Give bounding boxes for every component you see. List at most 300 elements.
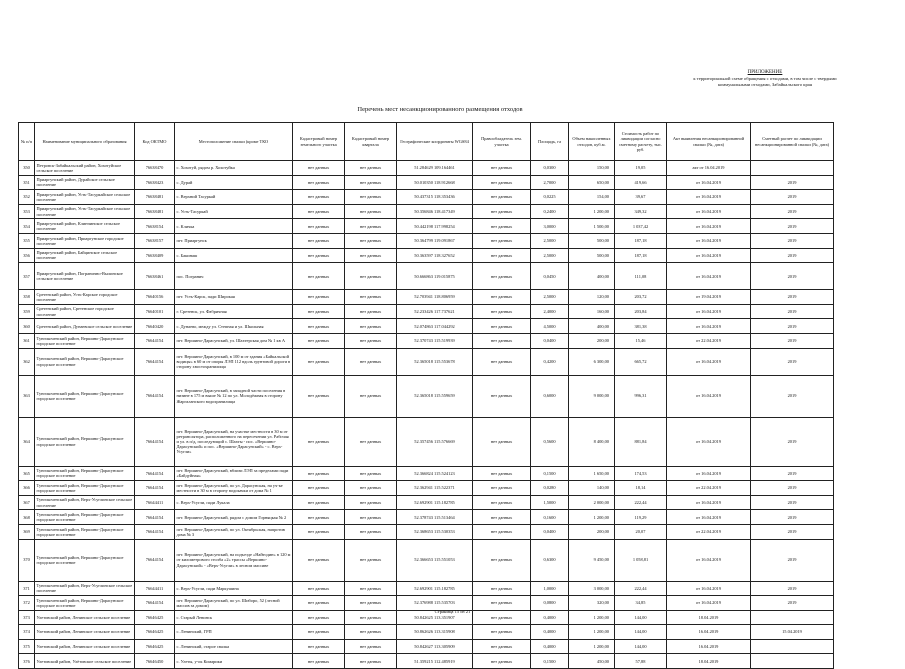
municipality-cell: Тунгокоченский район, Вершино-Дарасунское городское поселение: [35, 466, 135, 481]
volume-cell: 9 000,00: [569, 375, 615, 417]
document-title: Перечень мест несанкционированного размещения отходов: [357, 106, 523, 113]
estimate-cell: [751, 654, 834, 669]
table-row: [19, 248, 834, 263]
coordinates-cell: 52.074863 117.044292: [397, 319, 473, 334]
municipality-cell: Приаргунский район, Дурайское сельское поселение: [35, 175, 135, 190]
area-cell: 0,4200: [531, 348, 569, 375]
estimate-cell: 2019: [751, 495, 834, 510]
coordinates-cell: 50.010350 118.912668: [397, 175, 473, 190]
appendix-line-1: к территориальной схеме обращения с отходами, в том числе с твердыми: [693, 76, 837, 81]
volume-cell: 400,00: [569, 319, 615, 334]
cadastral-quarter-cell: нет данных: [345, 290, 397, 305]
header-cell: № п/п: [19, 123, 35, 161]
cadastral-quarter-cell: нет данных: [345, 233, 397, 248]
cadastral-quarter-cell: нет данных: [345, 263, 397, 290]
cadastral-number-cell: нет данных: [293, 161, 345, 176]
cadastral-quarter-cell: нет данных: [345, 610, 397, 625]
estimate-cell: 2019: [751, 417, 834, 466]
act-cell: от 22.04.2019: [667, 333, 751, 348]
header-cell: Объем накопленных отходов, куб.м.: [569, 123, 615, 161]
municipality-cell: Тунгокоченский район, Вершино-Дарасунское городское поселение: [35, 524, 135, 539]
cost-cell: 665,72: [615, 348, 667, 375]
estimate-cell: 2019: [751, 481, 834, 496]
row-number-cell: 361: [19, 333, 35, 348]
location-cell: с. Верх-Усугли, пади Маркушина: [175, 581, 293, 596]
volume-cell: 6 300,00: [569, 348, 615, 375]
cadastral-quarter-cell: нет данных: [345, 539, 397, 581]
oktmo-cell: 76638461: [135, 263, 175, 290]
oktmo-cell: 76644154: [135, 510, 175, 525]
owner-cell: нет данных: [473, 481, 531, 496]
owner-cell: нет данных: [473, 233, 531, 248]
act-cell: от 16.04.2019: [667, 510, 751, 525]
area-cell: 4,5000: [531, 319, 569, 334]
header-cell: Местоположение свалки (кроме ТКО: [175, 123, 293, 161]
cadastral-number-cell: нет данных: [293, 524, 345, 539]
cost-cell: 381,38: [615, 319, 667, 334]
cost-cell: 996,31: [615, 375, 667, 417]
cost-cell: 349,32: [615, 204, 667, 219]
location-cell: пгт. Приаргунск: [175, 233, 293, 248]
area-cell: 0,0300: [531, 161, 569, 176]
header-cell: Стоимость работ по ликвидации согласно сметному расчету, тыс. руб.: [615, 123, 667, 161]
row-number-cell: 369: [19, 524, 35, 539]
row-number-cell: 373: [19, 610, 35, 625]
location-cell: с. Бакинаш: [175, 248, 293, 263]
cadastral-quarter-cell: нет данных: [345, 375, 397, 417]
cadastral-number-cell: нет данных: [293, 610, 345, 625]
cadastral-quarter-cell: нет данных: [345, 204, 397, 219]
header-cell: Наименование муниципального образования: [35, 123, 135, 161]
estimate-cell: 2019: [751, 248, 834, 263]
location-cell: с. Кличка: [175, 219, 293, 234]
cadastral-number-cell: нет данных: [293, 581, 345, 596]
cost-cell: 222,44: [615, 495, 667, 510]
volume-cell: 160,00: [569, 304, 615, 319]
volume-cell: 200,00: [569, 333, 615, 348]
oktmo-cell: 76646425: [135, 639, 175, 654]
coordinates-cell: 52.233426 117.737621: [397, 304, 473, 319]
municipality-cell: Тунгокоченский район, Вершино-Дарасунское городское поселение: [35, 481, 135, 496]
location-cell: пгт. Усть-Карск, пади Широкая: [175, 290, 293, 305]
dumps-table: [18, 122, 834, 669]
location-cell: пос. Погранич: [175, 263, 293, 290]
row-number-cell: 367: [19, 495, 35, 510]
cadastral-number-cell: нет данных: [293, 219, 345, 234]
cadastral-quarter-cell: нет данных: [345, 304, 397, 319]
row-number-cell: 358: [19, 290, 35, 305]
oktmo-cell: 76646425: [135, 625, 175, 640]
act-cell: 18.04.2019: [667, 610, 751, 625]
estimate-cell: [751, 639, 834, 654]
estimate-cell: 2019: [751, 375, 834, 417]
volume-cell: 150,00: [569, 161, 615, 176]
row-number-cell: 374: [19, 625, 35, 640]
cost-cell: 203,84: [615, 304, 667, 319]
location-cell: с. Дурай: [175, 175, 293, 190]
volume-cell: 154,00: [569, 190, 615, 205]
cadastral-number-cell: нет данных: [293, 466, 345, 481]
table-row: [19, 304, 834, 319]
cadastral-quarter-cell: нет данных: [345, 495, 397, 510]
coordinates-cell: 52.692901 115.182785: [397, 495, 473, 510]
owner-cell: нет данных: [473, 263, 531, 290]
cadastral-number-cell: нет данных: [293, 204, 345, 219]
owner-cell: нет данных: [473, 495, 531, 510]
area-cell: 2,4000: [531, 304, 569, 319]
row-number-cell: 356: [19, 248, 35, 263]
row-number-cell: 355: [19, 233, 35, 248]
volume-cell: 9 450,00: [569, 539, 615, 581]
table-row: [19, 219, 834, 234]
header-cell: Правообладатель зем. участка: [473, 123, 531, 161]
table-row: [19, 524, 834, 539]
header-cell: Кадастровый номер квартала: [345, 123, 397, 161]
act-cell: от 16.04.2019: [667, 539, 751, 581]
area-cell: 0,1500: [531, 466, 569, 481]
cadastral-number-cell: нет данных: [293, 481, 345, 496]
row-number-cell: 372: [19, 596, 35, 611]
cadastral-number-cell: нет данных: [293, 233, 345, 248]
oktmo-cell: 76646425: [135, 610, 175, 625]
estimate-cell: 2019: [751, 219, 834, 234]
coordinates-cell: 50.842627 113.305909: [397, 639, 473, 654]
volume-cell: 1 500,00: [569, 219, 615, 234]
act-cell: от 16.04.2019: [667, 263, 751, 290]
cadastral-number-cell: нет данных: [293, 319, 345, 334]
table-row: [19, 596, 834, 611]
estimate-cell: 2019: [751, 233, 834, 248]
location-cell: с. Дунаево, между ул. Степная и ул. Школьная: [175, 319, 293, 334]
row-number-cell: 360: [19, 319, 35, 334]
cadastral-number-cell: нет данных: [293, 625, 345, 640]
area-cell: 0,0280: [531, 481, 569, 496]
location-cell: пгт. Вершино-Дарасунский, на участке местности в 30 м от ретранслятора, расположенного на пересечении ул. Рабочая и ул. в п/д, последующий с. Шахты - пос. «Вершино-Дарасунский» и пос. «Вершино-Дарасунский» - с. Верх-Усугли»: [175, 417, 293, 466]
table-row: [19, 175, 834, 190]
estimate-cell: 2019: [751, 304, 834, 319]
estimate-cell: 2019: [751, 524, 834, 539]
municipality-cell: Приаргунский район, Клинчинское сельское поселение: [35, 219, 135, 234]
area-cell: 3,0000: [531, 219, 569, 234]
cadastral-number-cell: нет данных: [293, 290, 345, 305]
coordinates-cell: 52.366653 115.551053: [397, 539, 473, 581]
location-cell: пгт. Вершино-Дарасунский, в западной части поселения в низине в 175 м выше № 12 по ул. Молодёжная в сторону Жаргаланского водохранилища: [175, 375, 293, 417]
municipality-cell: Сретенский район, Усть-Карское городское поселение: [35, 290, 135, 305]
oktmo-cell: 76638423: [135, 175, 175, 190]
area-cell: 0,5600: [531, 417, 569, 466]
municipality-cell: Приаргунский район, Усть-Тасуркайское сельское поселение: [35, 190, 135, 205]
cadastral-quarter-cell: нет данных: [345, 175, 397, 190]
location-cell: г. Сретенск, ул. Фабричная: [175, 304, 293, 319]
owner-cell: нет данных: [473, 161, 531, 176]
location-cell: с. Ленинский, ГРП: [175, 625, 293, 640]
act-cell: от 16.04.2019: [667, 233, 751, 248]
row-number-cell: 362: [19, 348, 35, 375]
municipality-cell: Улетовский район, Ленинское сельское поселение: [35, 625, 135, 640]
row-number-cell: 366: [19, 481, 35, 496]
coordinates-cell: 52.366824 115.524123: [397, 466, 473, 481]
area-cell: 0,4000: [531, 639, 569, 654]
area-cell: 0,0225: [531, 190, 569, 205]
estimate-cell: 2019: [751, 290, 834, 305]
cadastral-quarter-cell: нет данных: [345, 654, 397, 669]
area-cell: 2,5000: [531, 290, 569, 305]
area-cell: 0,0400: [531, 333, 569, 348]
estimate-cell: 2019: [751, 348, 834, 375]
coordinates-cell: 50.666863 119.015875: [397, 263, 473, 290]
oktmo-cell: 76638157: [135, 233, 175, 248]
municipality-cell: Петровск-Забайкальский район, Хохотуйское сельское поселение: [35, 161, 135, 176]
act-cell: от 16.04.2019: [667, 319, 751, 334]
row-number-cell: 353: [19, 204, 35, 219]
coordinates-cell: 52.365018 115.559659: [397, 375, 473, 417]
area-cell: 0,6300: [531, 539, 569, 581]
volume-cell: 3 000,00: [569, 581, 615, 596]
area-cell: 0,0800: [531, 596, 569, 611]
coordinates-cell: 52.378743 115.513464: [397, 510, 473, 525]
cadastral-quarter-cell: нет данных: [345, 248, 397, 263]
act-cell: от 16.04.2019: [667, 248, 751, 263]
cadastral-number-cell: нет данных: [293, 375, 345, 417]
volume-cell: 8 400,00: [569, 417, 615, 466]
coordinates-cell: 51.359215 112.485919: [397, 654, 473, 669]
table-row: [19, 333, 834, 348]
owner-cell: нет данных: [473, 290, 531, 305]
cost-cell: 15,46: [615, 333, 667, 348]
area-cell: 0,6000: [531, 375, 569, 417]
table-row: [19, 161, 834, 176]
area-cell: 0,4000: [531, 625, 569, 640]
municipality-cell: Сретенский район, Сретенское городское поселение: [35, 304, 135, 319]
municipality-cell: Приаргунский район, Приаргунское городское поселение: [35, 233, 135, 248]
area-cell: 2,5000: [531, 248, 569, 263]
cadastral-number-cell: нет данных: [293, 190, 345, 205]
owner-cell: нет данных: [473, 304, 531, 319]
cost-cell: 20,07: [615, 524, 667, 539]
estimate-cell: 15.04.2019: [751, 625, 834, 640]
header-cell: Географические координаты WGS84: [397, 123, 473, 161]
table-header-row: [19, 123, 834, 161]
cadastral-number-cell: нет данных: [293, 175, 345, 190]
table-row: [19, 319, 834, 334]
cost-cell: 187,18: [615, 248, 667, 263]
owner-cell: нет данных: [473, 510, 531, 525]
owner-cell: нет данных: [473, 539, 531, 581]
cadastral-quarter-cell: нет данных: [345, 510, 397, 525]
volume-cell: 320,00: [569, 596, 615, 611]
cadastral-quarter-cell: нет данных: [345, 481, 397, 496]
estimate-cell: 2019: [751, 204, 834, 219]
area-cell: 2,5000: [531, 233, 569, 248]
oktmo-cell: 76638470: [135, 161, 175, 176]
coordinates-cell: 52.703941 118.806959: [397, 290, 473, 305]
cadastral-quarter-cell: нет данных: [345, 161, 397, 176]
area-cell: 1,5000: [531, 495, 569, 510]
cadastral-number-cell: нет данных: [293, 348, 345, 375]
area-cell: 0,0400: [531, 524, 569, 539]
volume-cell: 1 650,00: [569, 466, 615, 481]
cadastral-number-cell: нет данных: [293, 248, 345, 263]
appendix-note: [640, 70, 890, 88]
oktmo-cell: 76638409: [135, 248, 175, 263]
oktmo-cell: 76644154: [135, 524, 175, 539]
header-cell: Сметный расчет по ликвидации несанкционированной свалки (№, дата): [751, 123, 834, 161]
table-row: [19, 375, 834, 417]
cadastral-number-cell: нет данных: [293, 495, 345, 510]
page-number: Страница 15 из 21: [434, 609, 471, 614]
cost-cell: 57,88: [615, 654, 667, 669]
volume-cell: 1 200,00: [569, 510, 615, 525]
owner-cell: нет данных: [473, 204, 531, 219]
row-number-cell: 352: [19, 190, 35, 205]
act-cell: от 16.04.2019: [667, 175, 751, 190]
municipality-cell: Тунгокоченский район, Вершино-Дарасунское городское поселение: [35, 417, 135, 466]
table-row: [19, 290, 834, 305]
table-row: [19, 639, 834, 654]
volume-cell: 120,00: [569, 290, 615, 305]
estimate-cell: 2019: [751, 466, 834, 481]
oktmo-cell: 76644154: [135, 375, 175, 417]
coordinates-cell: 50.842625 113.351907: [397, 610, 473, 625]
cost-cell: 1 058,81: [615, 539, 667, 581]
area-cell: 0,1500: [531, 654, 569, 669]
row-number-cell: 350: [19, 161, 35, 176]
table-row: [19, 495, 834, 510]
owner-cell: нет данных: [473, 625, 531, 640]
oktmo-cell: 76638154: [135, 219, 175, 234]
act-cell: от 16.04.2019: [667, 596, 751, 611]
owner-cell: нет данных: [473, 581, 531, 596]
owner-cell: нет данных: [473, 219, 531, 234]
coordinates-cell: 50.364799 119.091867: [397, 233, 473, 248]
municipality-cell: Тунгокоченский район, Вершино-Дарасунское городское поселение: [35, 510, 135, 525]
location-cell: пгт. Вершино-Дарасунский, рядом с домом Горняцкая № 2: [175, 510, 293, 525]
owner-cell: нет данных: [473, 175, 531, 190]
table-body: [19, 161, 834, 669]
oktmo-cell: 76644411: [135, 581, 175, 596]
estimate-cell: 2019: [751, 596, 834, 611]
cadastral-quarter-cell: нет данных: [345, 190, 397, 205]
row-number-cell: 359: [19, 304, 35, 319]
coordinates-cell: 50.356846 118.417349: [397, 204, 473, 219]
oktmo-cell: 76638481: [135, 204, 175, 219]
location-cell: с. Усть-Тасуркай: [175, 204, 293, 219]
location-cell: пгт. Вершино-Дарасунский, на подъезде «Найтодин» в 120 м от километрового столба «2» трассы «Вершино-Дарасунский» - «Верх-Усугли» в лесном массиве: [175, 539, 293, 581]
cadastral-quarter-cell: нет данных: [345, 319, 397, 334]
row-number-cell: 357: [19, 263, 35, 290]
municipality-cell: Приаргунский район, Погранично-Вылинское сельское поселение: [35, 263, 135, 290]
location-cell: с. Улеты, у-ок Комарики: [175, 654, 293, 669]
coordinates-cell: 52.376988 115.535703: [397, 596, 473, 611]
location-cell: пгт. Вершино-Дарасунский, ул. Шахтерская дом № 1 кв А: [175, 333, 293, 348]
cost-cell: 144,00: [615, 639, 667, 654]
estimate-cell: 2019: [751, 539, 834, 581]
oktmo-cell: 76644154: [135, 417, 175, 466]
oktmo-cell: 76644154: [135, 481, 175, 496]
cadastral-quarter-cell: нет данных: [345, 639, 397, 654]
area-cell: 2,7000: [531, 175, 569, 190]
owner-cell: нет данных: [473, 417, 531, 466]
row-number-cell: 376: [19, 654, 35, 669]
coordinates-cell: 52.370743 115.519939: [397, 333, 473, 348]
cadastral-quarter-cell: нет данных: [345, 333, 397, 348]
volume-cell: 450,00: [569, 654, 615, 669]
act-cell: 16.04.2019: [667, 639, 751, 654]
table-row: [19, 581, 834, 596]
cadastral-quarter-cell: нет данных: [345, 596, 397, 611]
owner-cell: нет данных: [473, 333, 531, 348]
oktmo-cell: 76644154: [135, 596, 175, 611]
oktmo-cell: 76640156: [135, 290, 175, 305]
location-cell: пгт. Вершино-Дарасунский, по ул. Дарасунская, на уч-ке местности в 30 м в сторону водокачки от дома № 1: [175, 481, 293, 496]
estimate-cell: [751, 161, 834, 176]
location-cell: пгт. Вершино-Дарасунский, по ул. Шиборо, 52 (лесной массив за домом): [175, 596, 293, 611]
location-cell: с. Старый Ленинск: [175, 610, 293, 625]
act-cell: акт от 16.04.2019: [667, 161, 751, 176]
cadastral-quarter-cell: нет данных: [345, 417, 397, 466]
volume-cell: 1 200,00: [569, 625, 615, 640]
owner-cell: нет данных: [473, 654, 531, 669]
volume-cell: 1 200,00: [569, 610, 615, 625]
estimate-cell: 2019: [751, 510, 834, 525]
volume-cell: 140,00: [569, 481, 615, 496]
owner-cell: нет данных: [473, 375, 531, 417]
location-cell: пгт. Вершино-Дарасунский, по ул. Октябрьская, напротив дома № 3: [175, 524, 293, 539]
location-cell: с. Хохотуй, рядом р. Хохотуйка: [175, 161, 293, 176]
owner-cell: нет данных: [473, 524, 531, 539]
volume-cell: 500,00: [569, 248, 615, 263]
oktmo-cell: 76638481: [135, 190, 175, 205]
table-row: [19, 481, 834, 496]
coordinates-cell: 50.437315 118.353436: [397, 190, 473, 205]
municipality-cell: Тунгокоченский район, Верх-Усуглинское сельское поселение: [35, 495, 135, 510]
owner-cell: нет данных: [473, 639, 531, 654]
location-cell: с. Верх-Усугли, пади Лукала: [175, 495, 293, 510]
header-cell: Акт выявления несанкционированной свалки (№, дата): [667, 123, 751, 161]
municipality-cell: Тунгокоченский район, Вершино-Дарасунское городское поселение: [35, 596, 135, 611]
volume-cell: 500,00: [569, 233, 615, 248]
table-row: [19, 348, 834, 375]
area-cell: 0,1600: [531, 510, 569, 525]
municipality-cell: Тунгокоченский район, Верх-Усуглинское сельское поселение: [35, 581, 135, 596]
cadastral-quarter-cell: нет данных: [345, 219, 397, 234]
owner-cell: нет данных: [473, 190, 531, 205]
act-cell: от 16.04.2019: [667, 219, 751, 234]
municipality-cell: Тунгокоченский район, Вершино-Дарасунское городское поселение: [35, 375, 135, 417]
cadastral-number-cell: нет данных: [293, 263, 345, 290]
act-cell: от 19.04.2019: [667, 290, 751, 305]
row-number-cell: 351: [19, 175, 35, 190]
municipality-cell: Улетовский район, Улётовское сельское поселение: [35, 654, 135, 669]
act-cell: от 16.04.2019: [667, 495, 751, 510]
table-row: [19, 204, 834, 219]
act-cell: от 16.04.2019: [667, 417, 751, 466]
cost-cell: 1 037,42: [615, 219, 667, 234]
location-cell: пгт. Вершино-Дарасунский, вблизи ЛЭП за пределами пади «Байдуйная»: [175, 466, 293, 481]
appendix-title: ПРИЛОЖЕНИЕ: [747, 70, 783, 75]
coordinates-cell: 52.362941 115.522371: [397, 481, 473, 496]
row-number-cell: 370: [19, 539, 35, 581]
cadastral-number-cell: нет данных: [293, 417, 345, 466]
table-row: [19, 233, 834, 248]
area-cell: 1,0000: [531, 581, 569, 596]
coordinates-cell: 52.692901 115.182785: [397, 581, 473, 596]
oktmo-cell: 76644411: [135, 495, 175, 510]
volume-cell: 1 200,00: [569, 639, 615, 654]
estimate-cell: 2019: [751, 175, 834, 190]
estimate-cell: 2019: [751, 319, 834, 334]
act-cell: от 16.04.2019: [667, 348, 751, 375]
